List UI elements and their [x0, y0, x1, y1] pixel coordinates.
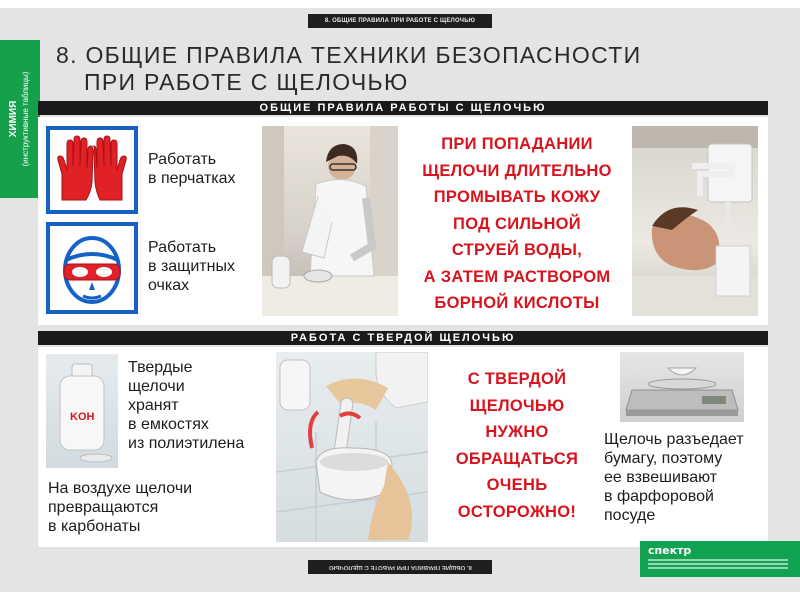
scale-icon: [620, 352, 744, 422]
paper-text-line2: бумагу, поэтому: [604, 450, 723, 467]
goggles-text-line1: Работать: [148, 239, 217, 256]
air-text-line3: в карбонаты: [48, 518, 141, 535]
gloves-icon: [50, 130, 134, 210]
goggles-icon: [50, 226, 134, 310]
skin-warning-line4: ПОД СИЛЬНОЙ: [453, 214, 581, 233]
student-photo: [262, 126, 398, 316]
air-text-line1: На воздухе щелочи: [48, 480, 193, 497]
goggles-text: [148, 238, 235, 295]
scale-photo: [620, 352, 744, 422]
title-line-1: 8. ОБЩИЕ ПРАВИЛА ТЕХНИКИ БЕЗОПАСНОСТИ: [56, 42, 642, 68]
paper-text-line5: посуде: [604, 507, 656, 524]
storage-text-line4: в емкостях: [128, 416, 209, 433]
publisher-logo: спектр: [648, 544, 692, 557]
skin-warning-line6: А ЗАТЕМ РАСТВОРОМ: [423, 267, 611, 286]
title-line-2: ПРИ РАБОТЕ С ЩЕЛОЧЬЮ: [84, 69, 409, 95]
eyewash-photo: [632, 126, 758, 316]
goggles-text-line3: очках: [148, 277, 190, 294]
mortar-photo: [276, 352, 428, 542]
paper-text: [604, 430, 744, 525]
skin-warning-line1: ПРИ ПОПАДАНИИ: [441, 135, 593, 153]
side-tab: [0, 40, 40, 198]
publisher-badge: [640, 541, 800, 577]
paper-text-line1: Щелочь разъедает: [604, 431, 744, 448]
skin-warning-line2: ЩЕЛОЧИ ДЛИТЕЛЬНО: [422, 161, 612, 180]
skin-warning-line3: ПРОМЫВАТЬ КОЖУ: [433, 188, 601, 206]
side-tab-subject: ХИМИЯ: [8, 100, 19, 138]
gloves-text-line2: в перчатках: [148, 170, 236, 187]
bottom-tab: [308, 560, 492, 574]
solid-warning-line2: ЩЕЛОЧЬЮ: [469, 396, 565, 415]
solid-warning-line1: С ТВЕРДОЙ: [467, 370, 567, 388]
goggles-sign: [46, 222, 138, 314]
storage-text-line2: щелочи: [128, 378, 185, 395]
side-tab-subtitle: (инструктивные таблицы): [21, 71, 30, 167]
gloves-text-line1: Работать: [148, 151, 217, 168]
solid-warning: [432, 366, 602, 525]
storage-text-line3: хранят: [128, 397, 179, 414]
paper-text-line4: в фарфоровой: [604, 488, 714, 505]
bottle-label: KOH: [70, 411, 95, 423]
storage-text-line5: из полиэтилена: [128, 435, 245, 452]
top-tab: 8. ОБЩИЕ ПРАВИЛА ПРИ РАБОТЕ С ЩЕЛОЧЬЮ: [308, 14, 492, 28]
publisher-info-lines: [648, 559, 788, 573]
solid-warning-line3: НУЖНО: [485, 423, 549, 441]
gloves-sign: [46, 126, 138, 214]
paper-text-line3: ее взвешивают: [604, 469, 718, 486]
bottle-photo: [46, 354, 118, 468]
solid-warning-line6: ОСТОРОЖНО!: [457, 502, 577, 521]
air-text-line2: превращаются: [48, 499, 159, 516]
solid-warning-line4: ОБРАЩАТЬСЯ: [455, 449, 579, 468]
goggles-text-line2: в защитных: [148, 258, 235, 275]
skin-warning-line7: БОРНОЙ КИСЛОТЫ: [434, 294, 600, 312]
gloves-text: [148, 150, 236, 188]
skin-warning-line5: СТРУЕЙ ВОДЫ,: [451, 241, 583, 259]
section2-heading: РАБОТА С ТВЕРДОЙ ЩЕЛОЧЬЮ: [38, 331, 768, 345]
air-text: [48, 479, 192, 536]
skin-warning: [406, 131, 628, 317]
bottom-tab-text: 8. ОБЩИЕ ПРАВИЛА ПРИ РАБОТЕ С ЩЕЛОЧЬЮ: [328, 564, 472, 570]
storage-text-line1: Твердые: [128, 359, 193, 376]
page-title: [56, 42, 696, 96]
storage-text: [128, 358, 244, 453]
section1-heading: ОБЩИЕ ПРАВИЛА РАБОТЫ С ЩЕЛОЧЬЮ: [38, 101, 768, 115]
solid-warning-line5: ОЧЕНЬ: [486, 476, 548, 494]
